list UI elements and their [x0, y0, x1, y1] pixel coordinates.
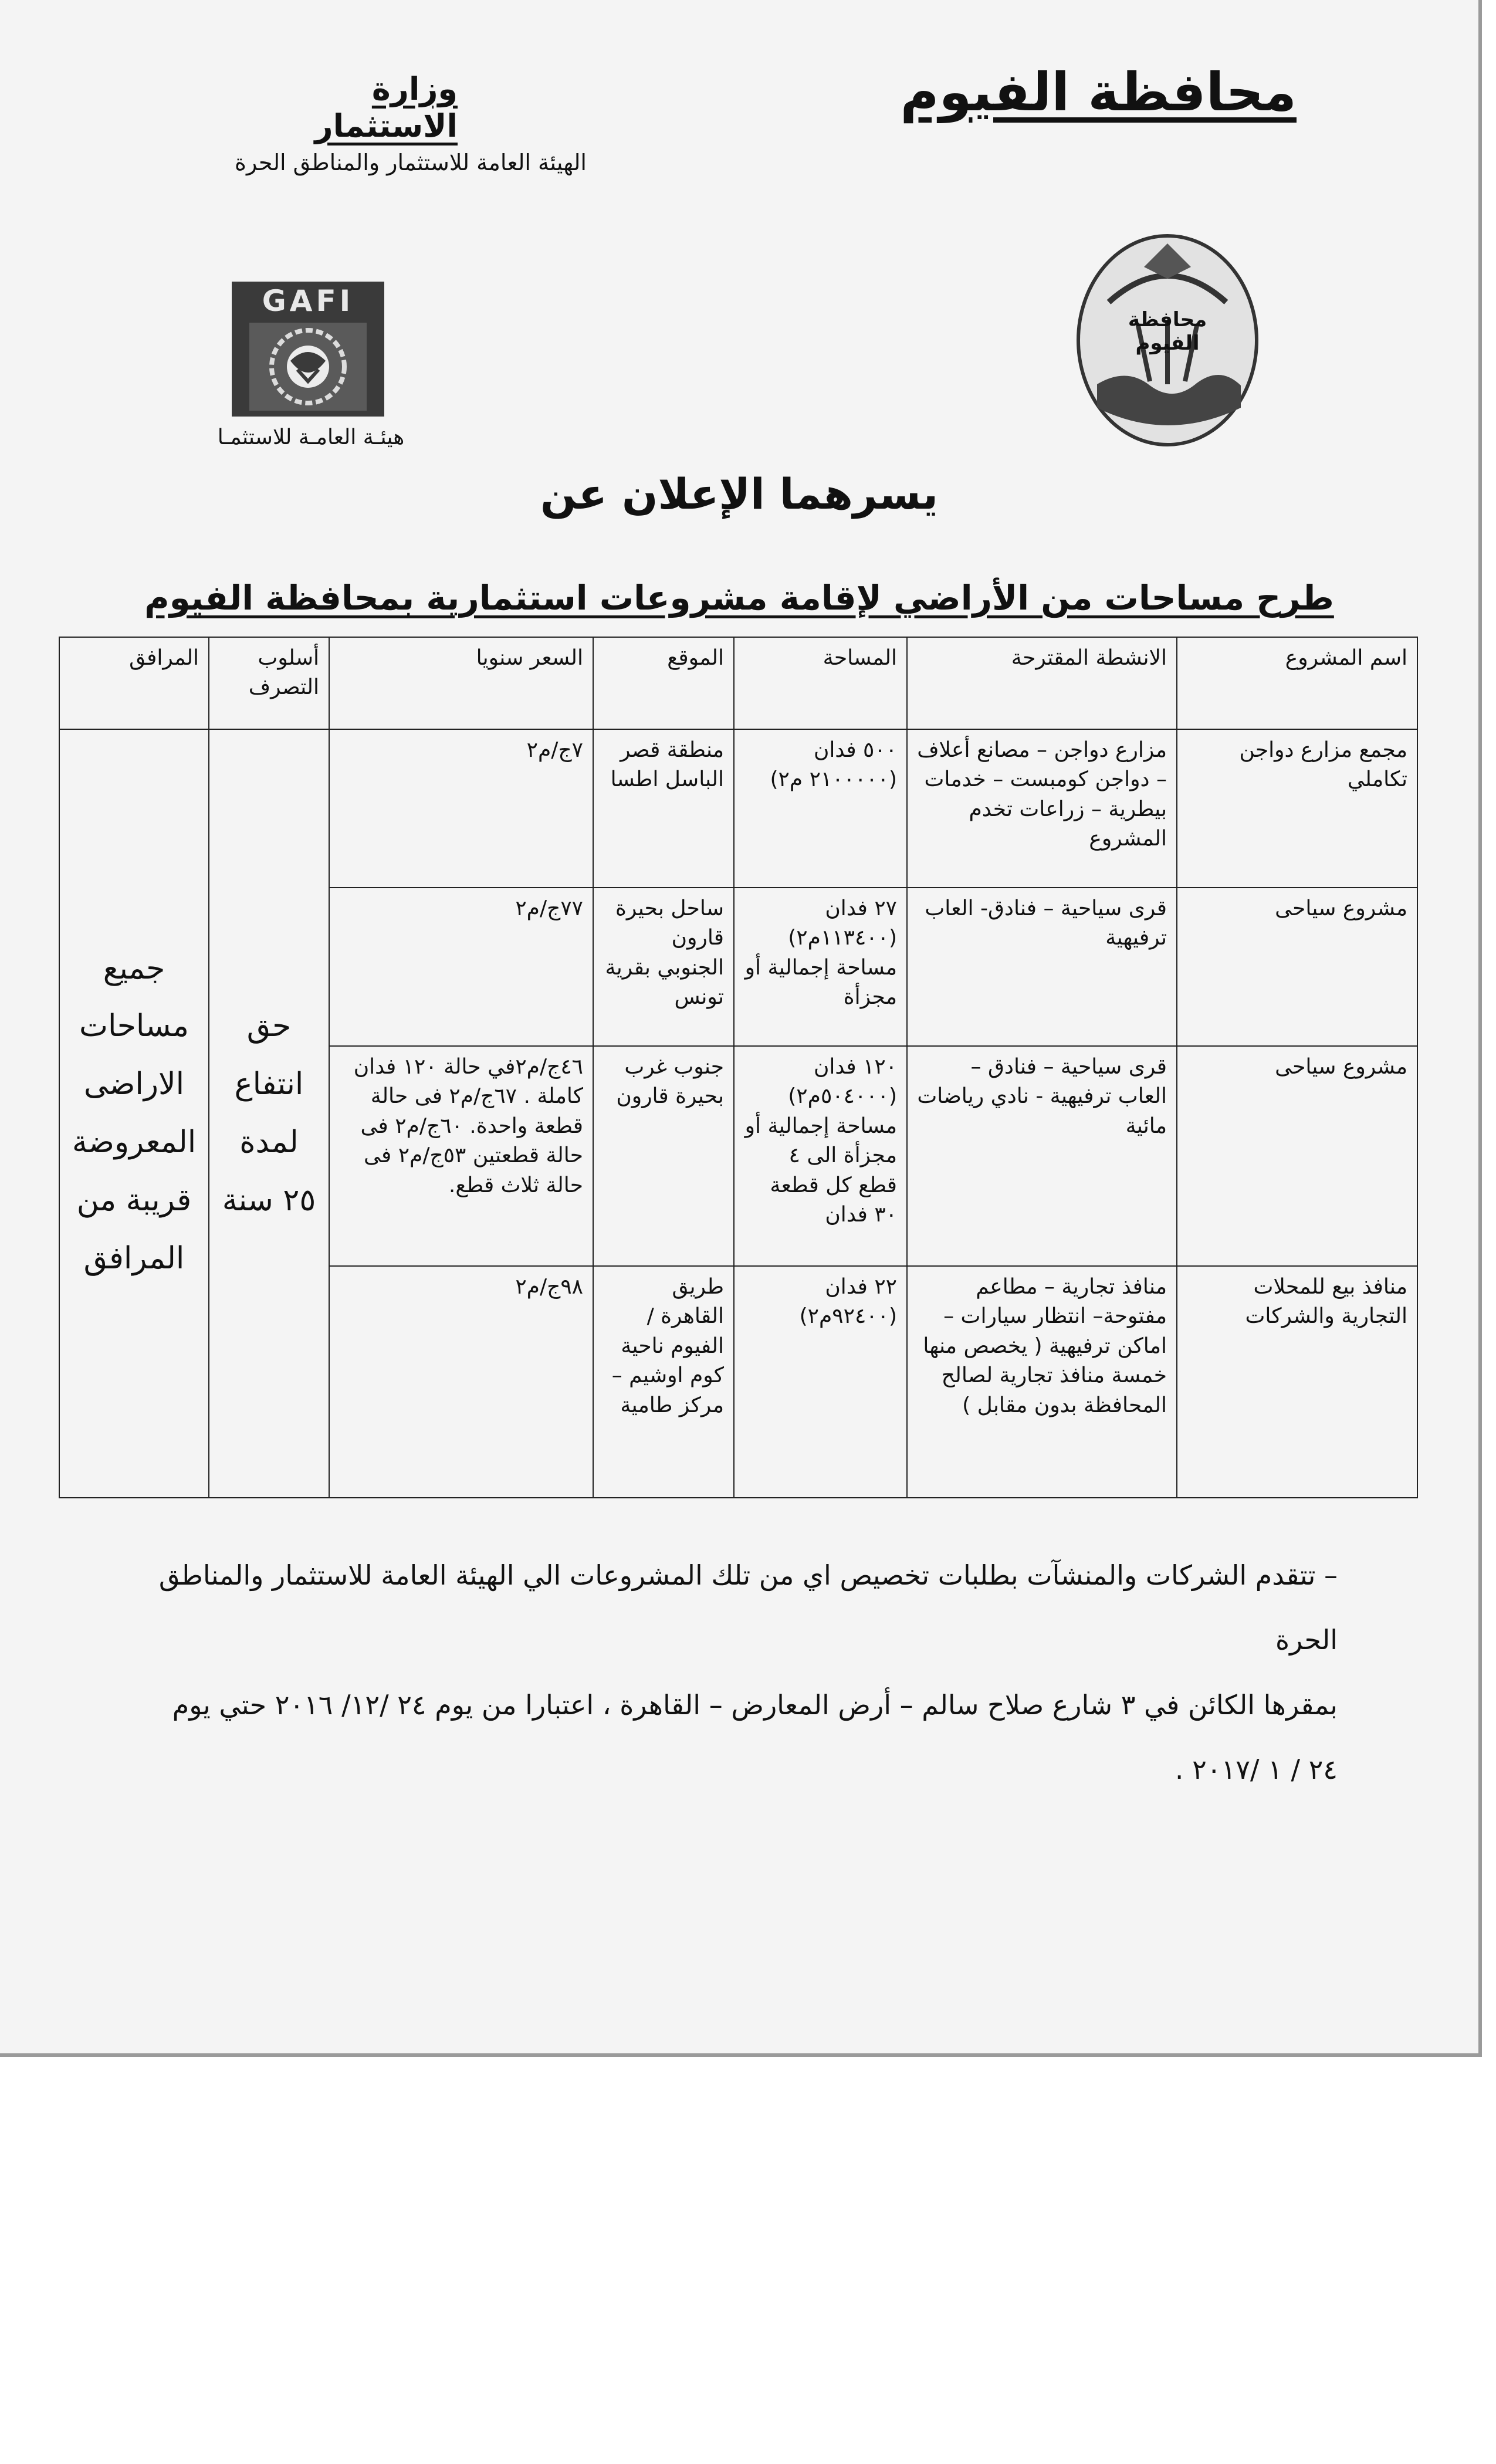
cell-project-name: منافذ بيع للمحلات التجارية والشركات: [1177, 1266, 1417, 1498]
cell-project-name: مجمع مزارع دواجن تكاملي: [1177, 729, 1417, 888]
header-area: المساحة: [734, 637, 907, 729]
announcement-subtitle: طرح مساحات من الأراضي لإقامة مشروعات استثمارية بمحافظة الفيوم: [144, 578, 1334, 618]
cell-location: طريق القاهرة /الفيوم ناحية كوم اوشيم – مركز طامية: [593, 1266, 734, 1498]
cell-disposal-method: حق انتفاع لمدة ٢٥ سنة: [209, 729, 329, 1498]
header-location: الموقع: [593, 637, 734, 729]
cell-location: منطقة قصر الباسل اطسا: [593, 729, 734, 888]
cell-area: ٥٠٠ فدان (٢١٠٠٠٠٠ م٢): [734, 729, 907, 888]
table-header-row: [59, 637, 1417, 729]
note-line-1: – تتقدم الشركات والمنشآت بطلبات تخصيص اي من تلك المشروعات الي الهيئة العامة للاستثمار والمناطق الحرة: [158, 1559, 1338, 1656]
header-disposal-method: أسلوب التصرف: [209, 637, 329, 729]
gafi-emblem-icon: [232, 282, 384, 417]
cell-activities: مزارع دواجن – مصانع أعلاف – دواجن كومبست – خدمات بيطرية – زراعات تخدم المشروع: [907, 729, 1177, 888]
application-notes: [94, 1543, 1338, 1802]
cell-location: ساحل بحيرة قارون الجنوبي بقرية تونس: [593, 888, 734, 1046]
cell-price: ٤٦ج/م٢في حالة ١٢٠ فدان كاملة . ٦٧ج/م٢ فى حالة قطعة واحدة. ٦٠ج/م٢ فى حالة قطعتين ٥٣ج/م٢ فى حالة ثلاث قطع.: [329, 1046, 593, 1266]
header-project-name: اسم المشروع: [1177, 637, 1417, 729]
seal-text: محافظة الفيوم: [1128, 308, 1207, 355]
projects-table: [59, 637, 1418, 1498]
announcement-heading: يسرهما الإعلان عن: [540, 469, 939, 519]
cell-project-name: مشروع سياحى: [1177, 1046, 1417, 1266]
gafi-logo-text: GAFI: [262, 284, 354, 318]
ministry-title: وزارة الاستثمار: [314, 70, 458, 144]
header-activities: الانشطة المقترحة: [907, 637, 1177, 729]
cell-area: ٢٧ فدان (١١٣٤٠٠م٢) مساحة إجمالية أو مجزأة: [734, 888, 907, 1046]
cell-price: ٩٨ج/م٢: [329, 1266, 593, 1498]
gafi-caption: هيئـة العامـة للاستثمـا: [217, 425, 405, 449]
governorate-title: محافظة الفيوم: [900, 62, 1297, 123]
cell-price: ٧٧ج/م٢: [329, 888, 593, 1046]
authority-name: الهيئة العامة للاستثمار والمناطق الحرة: [235, 150, 587, 175]
note-line-2: بمقرها الكائن في ٣ شارع صلاح سالم – أرض المعارض – القاهرة ، اعتبارا من يوم ٢٤ /١٢/ ٢٠١٦ حتي يوم: [172, 1688, 1338, 1721]
table-row: [59, 729, 1417, 888]
gafi-logo: [232, 282, 384, 417]
cell-activities: قرى سياحية – فنادق – العاب ترفيهية - نادي رياضات مائية: [907, 1046, 1177, 1266]
fayoum-seal: [1074, 232, 1261, 449]
cell-activities: قرى سياحية – فنادق- العاب ترفيهية: [907, 888, 1177, 1046]
header-utilities: المرافق: [59, 637, 209, 729]
cell-utilities: جميع مساحات الاراضى المعروضة قريبة من المرافق: [59, 729, 209, 1498]
cell-activities: منافذ تجارية – مطاعم مفتوحة– انتظار سيارات – اماكن ترفيهية ( يخصص منها خمسة منافذ تجارية لصالح المحافظة بدون مقابل ): [907, 1266, 1177, 1498]
cell-area: ٢٢ فدان (٩٢٤٠٠م٢): [734, 1266, 907, 1498]
cell-price: ٧ج/م٢: [329, 729, 593, 888]
header-price: السعر سنويا: [329, 637, 593, 729]
note-line-3: ٢٤ / ١ /٢٠١٧ .: [1175, 1754, 1338, 1786]
cell-area: ١٢٠ فدان (٥٠٤٠٠٠م٢) مساحة إجمالية أو مجزأة الى ٤ قطع كل قطعة ٣٠ فدان: [734, 1046, 907, 1266]
cell-project-name: مشروع سياحى: [1177, 888, 1417, 1046]
cell-location: جنوب غرب بحيرة قارون: [593, 1046, 734, 1266]
